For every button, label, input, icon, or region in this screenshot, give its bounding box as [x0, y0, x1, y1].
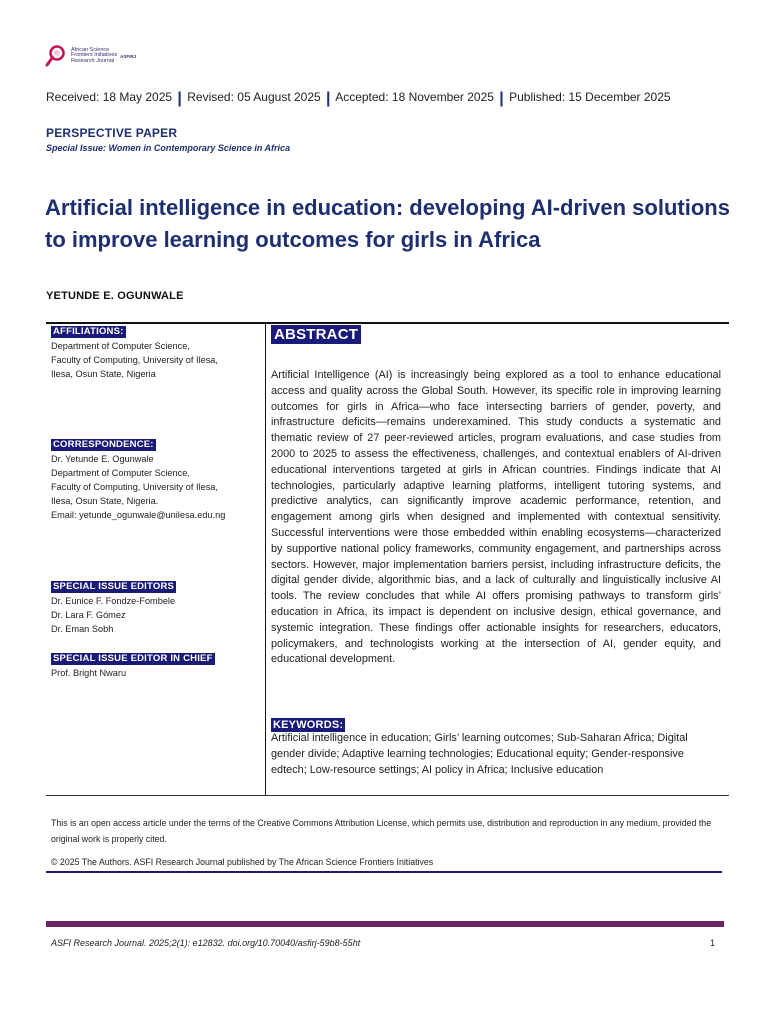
abstract-heading: ABSTRACT: [271, 325, 361, 344]
affiliation-line: Faculty of Computing, University of Ilesa,: [51, 355, 218, 365]
footer-bar: [46, 921, 724, 927]
correspondence-line: Department of Computer Science,: [51, 468, 190, 478]
license-statement: This is an open access article under the terms of the Creative Commons Attribution License, which permits use, distribution and reproduction in any medium, provided the original work is properly cited.: [51, 818, 712, 844]
abstract-text: Artificial Intelligence (AI) is increasingly being explored as a tool to enhance educational access and quality across the Global South. However, its specific role in improving learning outcomes for girls in Africa—who face intersecting barriers of gender, poverty, and infrastructure deficits—remains underexamined. This study conducts a systematic and thematic review of 27 peer-reviewed articles, program evaluations, and case studies from 2000 to 2025 to assess the effectiveness, challenges, and contextual enablers of AI-driven educational interventions targeted at girls in African countries. Findings indicate that AI technologies, particularly adaptive learning platforms, intelligent tutoring systems, and predictive analytics, can significantly improve academic performance, retention, and engagement among girls when designed and implemented with contextual sensitivity. Successful interventions were those embedded within enabling ecosystems—characterized by supportive national policy frameworks, community engagement, and partnerships across sectors. However, major implementation barriers persist, including infrastructure deficits, the digital gender divide, algorithmic bias, and a lack of culturally and linguistically inclusive AI tools. The review concludes that while AI offers promising pathways to transform girls’ education in Africa, its impact is dependent on inclusive design, ethical governance, and systemic integration. These findings offer actionable insights for researchers, educators, policymakers, and technologists working at the intersection of AI, gender equity, and educational development.: [271, 369, 721, 666]
publication-dates: [46, 90, 671, 108]
journal-logo: [45, 44, 136, 68]
editor-in-chief-name: Prof. Bright Nwaru: [51, 668, 127, 678]
keywords-text: Artificial intelligence in education; Girls’ learning outcomes; Sub-Saharan Africa; Digital gender divide; Adaptive learning technologies; Educational equity; Gender-responsive edtech; Low-resource settings; AI policy in Africa; Inclusive education: [271, 732, 688, 776]
magnifier-logo-icon: [45, 44, 67, 68]
affiliation-line: Ilesa, Osun State, Nigeria: [51, 369, 156, 379]
paper-type: PERSPECTIVE PAPER: [46, 126, 178, 140]
published-date: Published: 15 December 2025: [509, 90, 671, 104]
correspondence-line: Ilesa, Osun State, Nigeria.: [51, 496, 159, 506]
accepted-date: Accepted: 18 November 2025: [335, 90, 494, 104]
logo-line-3: Research Journal: [71, 57, 115, 64]
editor-in-chief-block: [51, 651, 263, 680]
affiliations-heading: AFFILIATIONS:: [53, 326, 124, 337]
editor-in-chief-heading: SPECIAL ISSUE EDITOR IN CHIEF: [53, 653, 213, 664]
logo-abbreviation: ASFIRJ: [120, 53, 137, 59]
received-date: Received: 18 May 2025: [46, 90, 173, 104]
editors-heading: SPECIAL ISSUE EDITORS: [53, 581, 175, 592]
correspondence-heading: CORRESPONDENCE:: [53, 439, 154, 450]
date-separator: |: [326, 90, 331, 107]
page-number: 1: [710, 938, 716, 948]
footer-citation: ASFI Research Journal. 2025;2(1): e12832. doi.org/10.70040/asfirj-59b8-55ht: [51, 938, 361, 948]
logo-line-1: African Science: [71, 46, 110, 53]
logo-line-2: Frontiers Initiatives: [71, 52, 118, 59]
author-name: YETUNDE E. OGUNWALE: [46, 290, 184, 302]
copyright-rule: [46, 871, 722, 873]
revised-date: Revised: 05 August 2025: [187, 90, 321, 104]
correspondence-line: Dr. Yetunde E. Ogunwale: [51, 454, 154, 464]
column-divider: [265, 322, 266, 796]
logo-text: [71, 48, 117, 65]
special-issue: Special Issue: Women in Contemporary Science in Africa: [46, 143, 291, 153]
article-title: Artificial intelligence in education: developing AI-driven solutions to improve learning outcomes for girls in Africa: [45, 195, 730, 252]
date-separator: |: [499, 90, 504, 107]
affiliation-line: Department of Computer Science,: [51, 341, 190, 351]
editor-name: Dr. Eunice F. Fondze-Fombele: [51, 596, 176, 606]
keywords-heading: KEYWORDS:: [273, 719, 344, 731]
section-bottom-rule: [46, 795, 729, 796]
affiliations-block: [51, 324, 263, 381]
abstract-heading-wrap: [271, 325, 361, 344]
correspondence-email: Email: yetunde_ogunwale@unilesa.edu.ng: [51, 510, 226, 520]
special-issue-editors-block: [51, 579, 263, 636]
editor-name: Dr. Eman Sobh: [51, 624, 114, 634]
correspondence-line: Faculty of Computing, University of Ilesa,: [51, 482, 218, 492]
editor-name: Dr. Lara F. Gómez: [51, 610, 126, 620]
date-separator: |: [177, 90, 182, 107]
copyright-statement: © 2025 The Authors. ASFI Research Journal published by The African Science Frontiers Initiatives: [51, 857, 434, 867]
correspondence-block: [51, 437, 263, 522]
